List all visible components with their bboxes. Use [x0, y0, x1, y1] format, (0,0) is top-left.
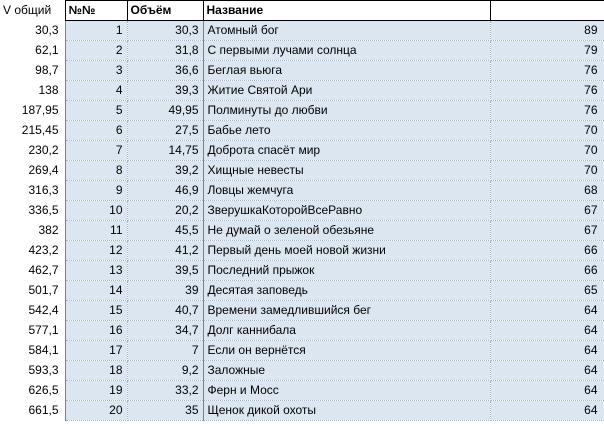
cell-name[interactable]: Житие Святой Ари — [203, 81, 490, 101]
table-body — [0, 1, 604, 421]
cell-total-volume[interactable]: 62,1 — [0, 41, 65, 61]
cell-score[interactable]: 66 — [490, 261, 604, 281]
cell-total-volume[interactable]: 542,4 — [0, 301, 65, 321]
cell-volume[interactable]: 31,8 — [127, 41, 203, 61]
table-header-row — [0, 1, 604, 21]
cell-name[interactable]: Заложные — [203, 361, 490, 381]
cell-number[interactable]: 15 — [65, 301, 127, 321]
table-row[interactable] — [0, 281, 604, 301]
cell-total-volume[interactable]: 661,5 — [0, 401, 65, 421]
cell-number[interactable]: 3 — [65, 61, 127, 81]
table-row[interactable] — [0, 321, 604, 341]
cell-volume[interactable]: 7 — [127, 341, 203, 361]
cell-volume[interactable]: 34,7 — [127, 321, 203, 341]
table-row[interactable] — [0, 221, 604, 241]
table-row[interactable] — [0, 201, 604, 221]
cell-total-volume[interactable]: 577,1 — [0, 321, 65, 341]
cell-volume[interactable]: 27,5 — [127, 121, 203, 141]
cell-volume[interactable]: 39 — [127, 281, 203, 301]
cell-name[interactable]: Долг каннибала — [203, 321, 490, 341]
cell-number[interactable]: 6 — [65, 121, 127, 141]
cell-score[interactable]: 68 — [490, 181, 604, 201]
cell-total-volume[interactable]: 187,95 — [0, 101, 65, 121]
cell-total-volume[interactable]: 584,1 — [0, 341, 65, 361]
cell-volume[interactable]: 46,9 — [127, 181, 203, 201]
header-name[interactable]: Название — [203, 1, 490, 21]
table-row[interactable] — [0, 301, 604, 321]
cell-name[interactable]: Первый день моей новой жизни — [203, 241, 490, 261]
cell-number[interactable]: 8 — [65, 161, 127, 181]
cell-score[interactable]: 76 — [490, 101, 604, 121]
cell-number[interactable]: 12 — [65, 241, 127, 261]
cell-score[interactable]: 65 — [490, 281, 604, 301]
table-row[interactable] — [0, 381, 604, 401]
table-row[interactable] — [0, 101, 604, 121]
cell-number[interactable]: 11 — [65, 221, 127, 241]
cell-volume[interactable]: 36,6 — [127, 61, 203, 81]
cell-name[interactable]: Беглая вьюга — [203, 61, 490, 81]
cell-total-volume[interactable]: 269,4 — [0, 161, 65, 181]
cell-score[interactable]: 76 — [490, 81, 604, 101]
table-row[interactable] — [0, 61, 604, 81]
cell-total-volume[interactable]: 593,3 — [0, 361, 65, 381]
cell-score[interactable]: 64 — [490, 401, 604, 421]
table-row[interactable] — [0, 341, 604, 361]
table-row[interactable] — [0, 401, 604, 421]
table-row[interactable] — [0, 21, 604, 41]
cell-number[interactable]: 20 — [65, 401, 127, 421]
cell-name[interactable]: Полминуты до любви — [203, 101, 490, 121]
cell-score[interactable]: 64 — [490, 341, 604, 361]
cell-name[interactable]: Не думай о зеленой обезьяне — [203, 221, 490, 241]
table-row[interactable] — [0, 241, 604, 261]
cell-total-volume[interactable]: 423,2 — [0, 241, 65, 261]
cell-volume[interactable]: 9,2 — [127, 361, 203, 381]
cell-name[interactable]: Времени замедлившийся бег — [203, 301, 490, 321]
cell-score[interactable]: 66 — [490, 241, 604, 261]
cell-name[interactable]: Хищные невесты — [203, 161, 490, 181]
cell-volume[interactable]: 45,5 — [127, 221, 203, 241]
cell-total-volume[interactable]: 382 — [0, 221, 65, 241]
cell-score[interactable]: 76 — [490, 61, 604, 81]
cell-total-volume[interactable]: 626,5 — [0, 381, 65, 401]
cell-number[interactable]: 14 — [65, 281, 127, 301]
cell-number[interactable]: 13 — [65, 261, 127, 281]
cell-volume[interactable]: 39,5 — [127, 261, 203, 281]
header-total-volume: V общий — [0, 1, 65, 21]
cell-number[interactable]: 1 — [65, 21, 127, 41]
cell-name[interactable]: Ферн и Мосс — [203, 381, 490, 401]
cell-volume[interactable]: 20,2 — [127, 201, 203, 221]
cell-score[interactable]: 89 — [490, 21, 604, 41]
cell-number[interactable]: 4 — [65, 81, 127, 101]
cell-score[interactable]: 70 — [490, 161, 604, 181]
cell-volume[interactable]: 41,2 — [127, 241, 203, 261]
cell-volume[interactable]: 33,2 — [127, 381, 203, 401]
cell-name[interactable]: ЗверушкаКоторойВсеРавно — [203, 201, 490, 221]
table-row[interactable] — [0, 161, 604, 181]
table-row[interactable] — [0, 361, 604, 381]
cell-volume[interactable]: 30,3 — [127, 21, 203, 41]
cell-name[interactable]: Бабье лето — [203, 121, 490, 141]
table-row[interactable] — [0, 41, 604, 61]
cell-volume[interactable]: 49,95 — [127, 101, 203, 121]
cell-score[interactable]: 79 — [490, 41, 604, 61]
cell-name[interactable]: Щенок дикой охоты — [203, 401, 490, 421]
cell-score[interactable]: 70 — [490, 121, 604, 141]
table-row[interactable] — [0, 81, 604, 101]
cell-volume[interactable]: 39,3 — [127, 81, 203, 101]
table-row[interactable] — [0, 261, 604, 281]
cell-number[interactable]: 9 — [65, 181, 127, 201]
cell-name[interactable]: Последний прыжок — [203, 261, 490, 281]
cell-number[interactable]: 18 — [65, 361, 127, 381]
cell-volume[interactable]: 39,2 — [127, 161, 203, 181]
cell-name[interactable]: Ловцы жемчуга — [203, 181, 490, 201]
cell-total-volume[interactable]: 336,5 — [0, 201, 65, 221]
header-volume[interactable]: Объём — [127, 1, 203, 21]
cell-name[interactable]: С первыми лучами солнца — [203, 41, 490, 61]
cell-number[interactable]: 10 — [65, 201, 127, 221]
cell-number[interactable]: 7 — [65, 141, 127, 161]
table-row[interactable] — [0, 141, 604, 161]
cell-name[interactable]: Атомный бог — [203, 21, 490, 41]
cell-number[interactable]: 16 — [65, 321, 127, 341]
header-last[interactable] — [490, 1, 604, 21]
cell-score[interactable]: 67 — [490, 221, 604, 241]
header-number[interactable]: №№ — [65, 1, 127, 21]
table-row[interactable] — [0, 181, 604, 201]
cell-total-volume[interactable]: 501,7 — [0, 281, 65, 301]
cell-number[interactable]: 17 — [65, 341, 127, 361]
cell-score[interactable]: 70 — [490, 141, 604, 161]
cell-volume[interactable]: 40,7 — [127, 301, 203, 321]
cell-total-volume[interactable]: 230,2 — [0, 141, 65, 161]
cell-score[interactable]: 67 — [490, 201, 604, 221]
cell-score[interactable]: 64 — [490, 321, 604, 341]
cell-total-volume[interactable]: 98,7 — [0, 61, 65, 81]
cell-total-volume[interactable]: 138 — [0, 81, 65, 101]
cell-name[interactable]: Десятая заповедь — [203, 281, 490, 301]
cell-volume[interactable]: 14,75 — [127, 141, 203, 161]
cell-total-volume[interactable]: 215,45 — [0, 121, 65, 141]
cell-number[interactable]: 5 — [65, 101, 127, 121]
cell-score[interactable]: 64 — [490, 301, 604, 321]
cell-score[interactable]: 64 — [490, 381, 604, 401]
cell-total-volume[interactable]: 30,3 — [0, 21, 65, 41]
cell-name[interactable]: Если он вернётся — [203, 341, 490, 361]
cell-total-volume[interactable]: 462,7 — [0, 261, 65, 281]
cell-number[interactable]: 2 — [65, 41, 127, 61]
cell-number[interactable]: 19 — [65, 381, 127, 401]
cell-score[interactable]: 64 — [490, 361, 604, 381]
cell-volume[interactable]: 35 — [127, 401, 203, 421]
table-row[interactable] — [0, 121, 604, 141]
cell-name[interactable]: Доброта спасёт мир — [203, 141, 490, 161]
cell-total-volume[interactable]: 316,3 — [0, 181, 65, 201]
